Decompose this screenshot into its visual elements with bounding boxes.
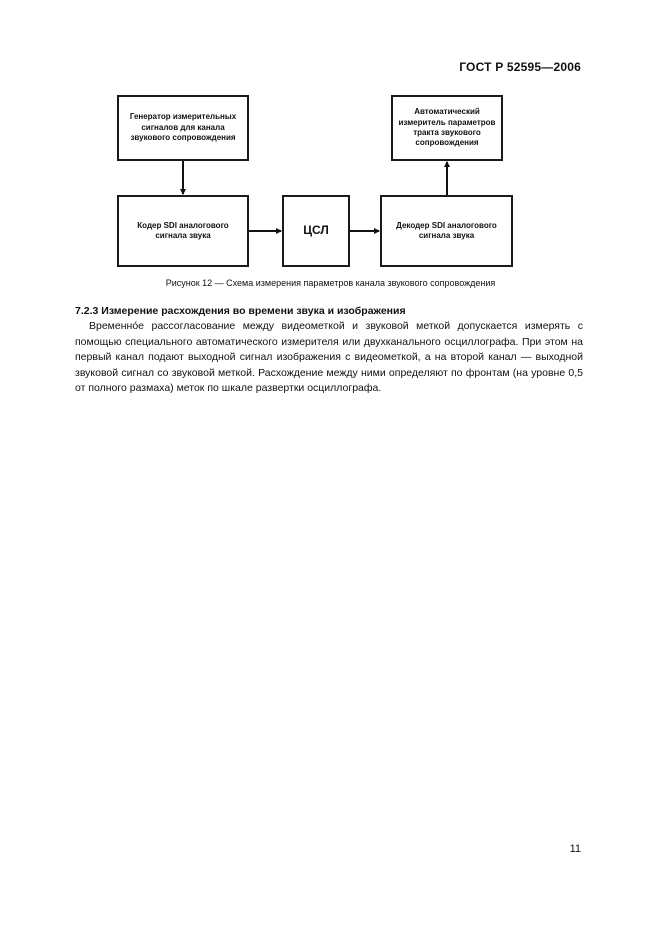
analyzer-block-label: Автоматический измеритель параметров тракта звукового сопровождения (398, 107, 496, 148)
csl-block-label: ЦСЛ (303, 223, 329, 238)
document-header: ГОСТ Р 52595—2006 (459, 60, 581, 74)
section-paragraph-text: Временно́е рассогласование между видеометкой и звуковой меткой допускается измерять с помощью специального автоматического измерителя или двухканального осциллографа. При этом на первый канал подают выходной сигнал изображения с видеометкой, а на второй канал — выходной звуковой сигнал со звуковой меткой. Расхождение между ними определяют по фронтам (на уровне 0,5 от полного размаха) меток по шкале развертки осциллографа. (75, 320, 583, 394)
page-number: 11 (569, 843, 581, 855)
section-paragraph (75, 319, 583, 397)
figure-caption: Рисунок 12 — Схема измерения параметров канала звукового сопровождения (165, 278, 496, 288)
section-title: 7.2.3 Измерение расхождения во времени звука и изображения (75, 305, 406, 317)
generator-block-label: Генератор измерительных сигналов для канала звукового сопровождения (129, 112, 237, 143)
coder-block-label: Кодер SDI аналогового сигнала звука (137, 220, 229, 240)
decoder-block-label: Декодер SDI аналогового сигнала звука (396, 220, 497, 240)
diagram-connectors (0, 0, 661, 300)
